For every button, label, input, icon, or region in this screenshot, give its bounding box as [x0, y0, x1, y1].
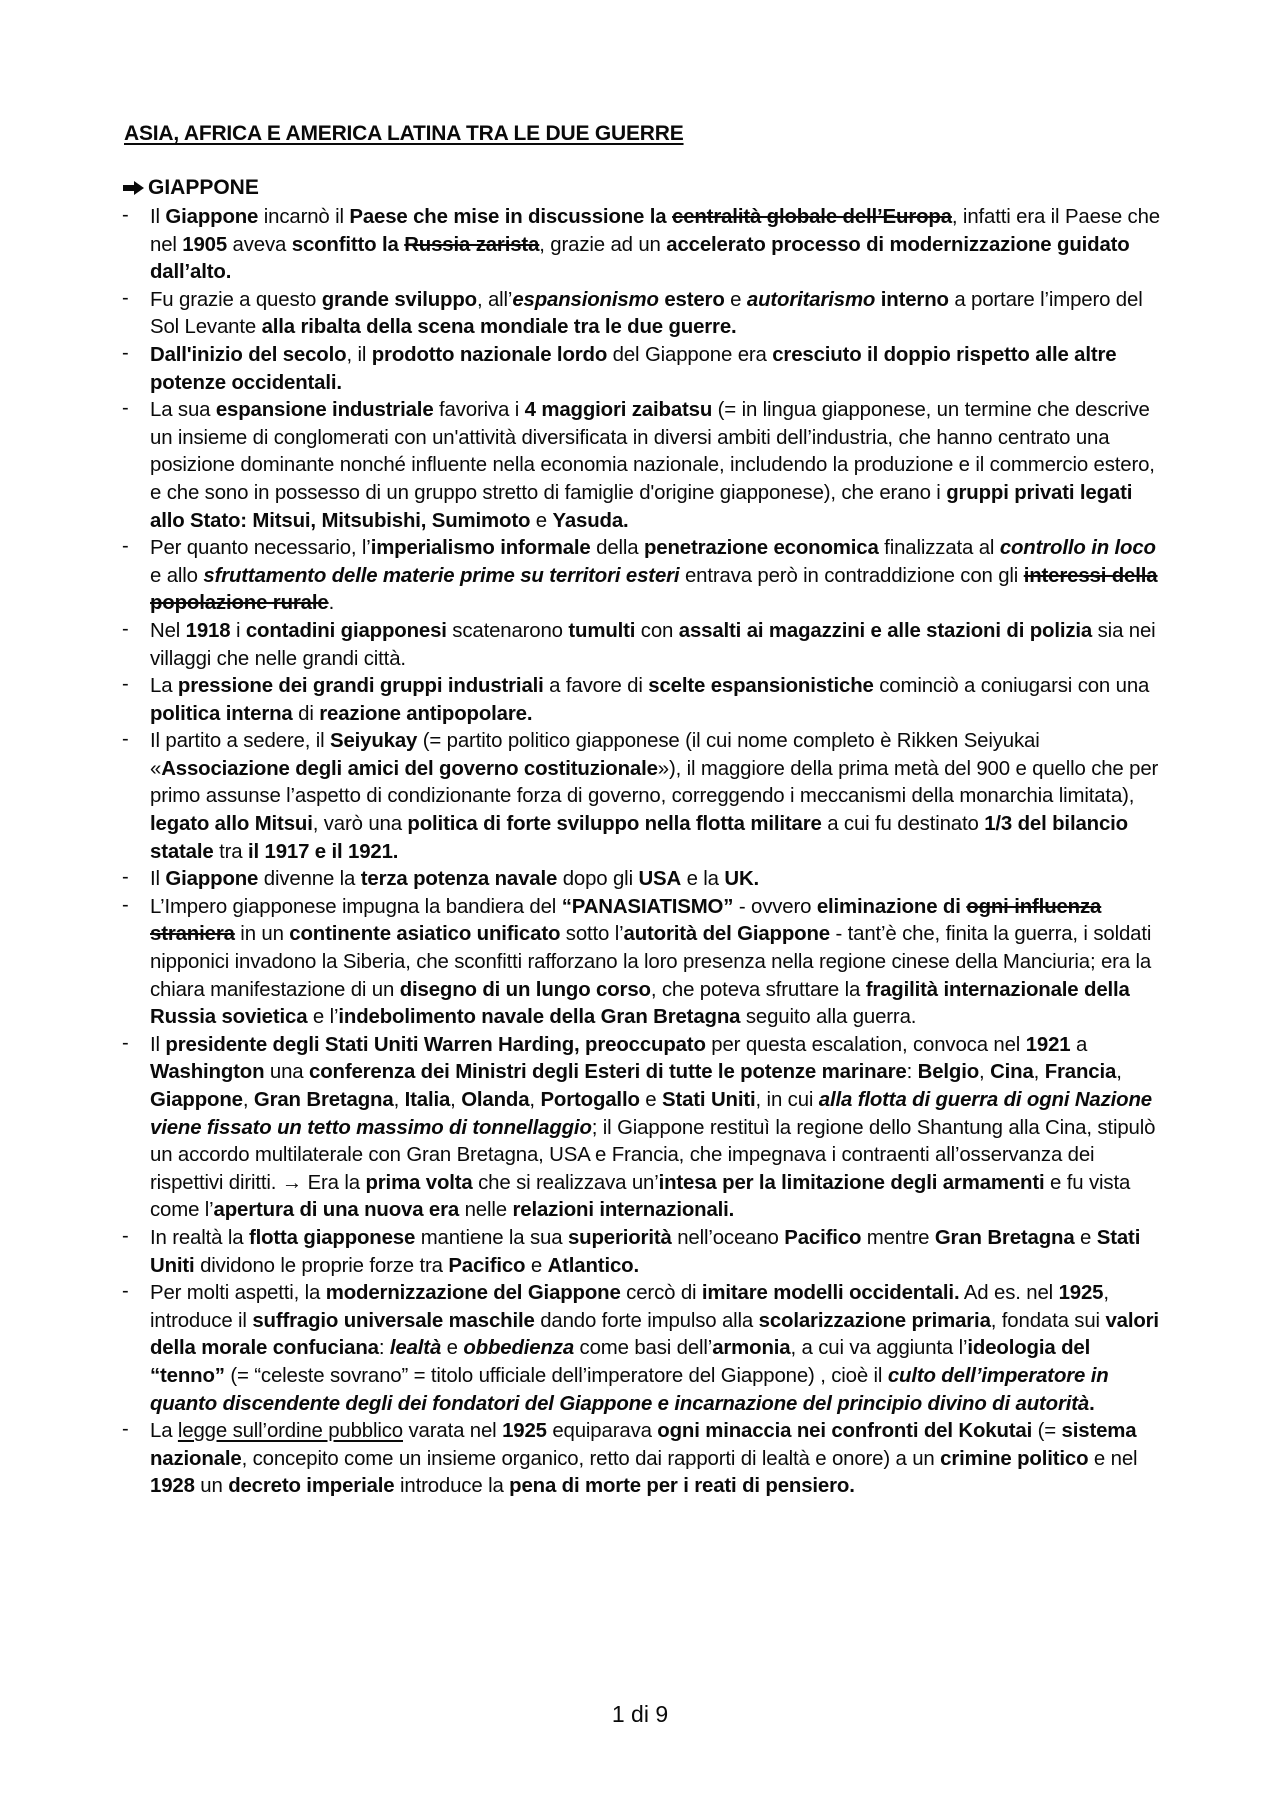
text-run: alla ribalta della scena mondiale tra le due guerre.	[261, 316, 737, 339]
page-indicator: 1 di 9	[611, 1701, 669, 1727]
text-run: Giappone	[150, 1089, 243, 1111]
text-run: “PANASIATISMO”	[561, 895, 734, 918]
text-run: favoriva i	[433, 399, 525, 422]
text-run: e	[530, 509, 553, 532]
text-run: , varò una	[312, 813, 408, 836]
text-run: Stati Uniti	[150, 1226, 1141, 1277]
text-run: Fu grazie a questo	[150, 288, 322, 311]
text-run: penetrazione economica	[644, 537, 879, 560]
text-run: Associazione degli amici del governo costituzionale	[161, 757, 658, 780]
text-run: con	[635, 619, 679, 642]
text-run: tumulti	[568, 619, 636, 642]
text-run: cresciuto il doppio rispetto alle altre potenze occidentali.	[150, 343, 1117, 394]
text-run: ogni minaccia nei confronti del Kokutai	[657, 1420, 1033, 1443]
text-run: grande sviluppo	[321, 288, 477, 311]
text-run: 1928	[150, 1475, 195, 1498]
text-run: dopo gli	[557, 868, 639, 891]
text-run: e	[724, 288, 747, 311]
text-run: mantiene la sua	[415, 1226, 568, 1249]
text-run: autoritarismo	[746, 288, 876, 311]
text-run: - tant’è che, finita la guerra, i soldati nipponici invadono la Siberia, che sconfitti rafforzano la loro presenza nella regione cinese della Manciuria; era la chiara manifestazione di un	[150, 923, 1152, 1001]
text-run: (= “celeste sovrano” = titolo ufficiale dell’imperatore del Giappone) , cioè il	[224, 1364, 888, 1387]
text-run: di	[292, 702, 320, 725]
text-run: :	[906, 1061, 918, 1084]
text-run: conferenza dei Ministri degli Esteri di tutte le potenze marinare	[309, 1061, 907, 1084]
text-run: eliminazione di	[816, 895, 967, 918]
text-run: legato allo Mitsui	[150, 813, 313, 836]
text-run: Portogallo	[540, 1089, 640, 1111]
text-run: Il partito a sedere, il	[150, 730, 331, 753]
text-run: Dall'inizio del secolo	[150, 343, 347, 366]
text-run: La	[150, 675, 178, 698]
text-run: introduce la	[394, 1475, 510, 1498]
document-title: ASIA, AFRICA E AMERICA LATINA TRA LE DUE GUERRE	[124, 122, 684, 145]
text-run: interno	[875, 288, 949, 311]
text-run: relazioni internazionali.	[512, 1199, 735, 1222]
text-run: flotta giapponese	[248, 1226, 416, 1249]
text-run: Ad es. nel	[959, 1282, 1059, 1305]
text-run: armonia	[712, 1337, 791, 1360]
text-run: sia nei villaggi che nelle grandi città.	[150, 619, 1156, 670]
text-run: equiparava	[546, 1420, 658, 1443]
text-run: (= partito politico giapponese (il cui nome completo è Rikken Seiyukai «	[150, 730, 1040, 780]
text-run: dando forte impulso alla	[534, 1309, 759, 1332]
text-run: e nel	[1088, 1447, 1138, 1470]
text-run: cominciò a coniugarsi con una	[873, 675, 1150, 698]
text-run: Italia	[404, 1089, 451, 1111]
bullet-item	[150, 535, 1160, 618]
arrow-right-icon	[122, 180, 146, 196]
text-run: Seiyukay	[330, 730, 418, 753]
text-run: Gran Bretagna	[934, 1226, 1075, 1249]
text-run: a portare l’impero del Sol Levante	[150, 288, 1143, 339]
text-run: Giappone	[165, 206, 259, 228]
text-run: disegno di un lungo corso	[399, 978, 651, 1001]
text-run: Yasuda.	[552, 509, 629, 532]
text-run: 1/3 del bilancio statale	[150, 813, 1128, 863]
bullet-item	[150, 1280, 1160, 1418]
text-run: tra	[213, 840, 248, 863]
text-run: 1925	[502, 1420, 547, 1443]
text-run: in un	[234, 923, 290, 946]
text-run: Russia zarista	[404, 233, 540, 256]
text-run: mentre	[861, 1226, 935, 1249]
text-run: nell’oceano	[671, 1226, 785, 1249]
bullet-item	[150, 673, 1160, 728]
text-run: La	[150, 1420, 178, 1443]
text-run: intesa per la limitazione degli armamenti	[658, 1171, 1045, 1194]
bullet-item	[150, 342, 1160, 397]
text-run: lealtà	[389, 1337, 442, 1360]
text-run: ,	[1116, 1061, 1122, 1084]
text-run: Giappone	[165, 868, 259, 891]
text-run: , introduce il	[150, 1282, 1109, 1332]
text-run: modernizzazione del Giappone	[325, 1282, 621, 1305]
text-run: sfruttamento delle materie prime su territori esteri	[203, 564, 680, 587]
text-run: Belgio	[917, 1061, 980, 1084]
text-run: indebolimento navale della Gran Bretagna	[338, 1006, 741, 1029]
bullet-item	[150, 397, 1160, 535]
text-run: Gran Bretagna	[253, 1089, 394, 1111]
bullet-list	[150, 204, 1160, 1501]
text-run: prima volta	[365, 1171, 473, 1194]
text-run: Atlantico.	[547, 1254, 639, 1277]
text-run: nelle	[459, 1199, 513, 1222]
text-run: pressione dei grandi gruppi industriali	[177, 675, 544, 698]
bullet-item	[150, 728, 1160, 866]
text-run: assalti ai magazzini e alle stazioni di polizia	[678, 619, 1093, 642]
text-run: 1925	[1058, 1282, 1104, 1305]
text-run: L’Impero giapponese impugna la bandiera del	[150, 895, 562, 918]
text-run: , in cui	[755, 1089, 819, 1111]
section-heading-text: GIAPPONE	[148, 176, 259, 199]
text-run: e	[639, 1089, 663, 1111]
text-run: Il	[150, 206, 166, 228]
text-run: reazione antipopolare.	[319, 702, 533, 725]
text-run: continente asiatico unificato	[289, 923, 561, 946]
text-run: varata nel	[403, 1420, 503, 1443]
text-run: (= in lingua giapponese, un termine che descrive un insieme di conglomerati con un'attività diversificata in diversi ambiti dell’industria, che hanno centrato una posizione dominante nonché influente nella economia nazionale, includendo la produzione e il commercio estero, e che sono in possesso di un gruppo stretto di famiglie d'origine giapponese), che erano i	[150, 399, 1155, 504]
text-run: presidente degli Stati Uniti Warren Harding, preoccupato	[165, 1033, 706, 1056]
text-run: e l’	[307, 1006, 339, 1029]
bullet-item	[150, 1032, 1160, 1225]
text-run: crimine politico	[940, 1447, 1089, 1470]
text-run: sotto l’	[560, 923, 624, 946]
text-run: Cina	[990, 1061, 1034, 1084]
text-run: divenne la	[258, 868, 361, 891]
text-run: estero	[658, 288, 725, 311]
text-run: »), il maggiore della prima metà del 900 e quello che per primo assunse l’aspetto di condizionante forza di governo, correggendo i meccanismi della monarchia limitata),	[150, 757, 1159, 808]
text-run: , concepito come un insieme organico, retto dai rapporti di lealtà e onore) a un	[241, 1447, 941, 1470]
text-run: (=	[1032, 1420, 1062, 1443]
text-run: Il	[150, 1033, 166, 1056]
text-run: scolarizzazione primaria	[758, 1309, 991, 1332]
text-run: e	[441, 1337, 464, 1360]
text-run: politica di forte sviluppo nella flotta militare	[407, 813, 822, 836]
text-run: fragilità internazionale della Russia sovietica	[150, 978, 1130, 1029]
text-run: , grazie ad un	[539, 233, 667, 256]
text-run: per questa escalation, convoca nel	[705, 1033, 1026, 1056]
text-run: USA	[638, 868, 682, 891]
text-run: centralità globale dell’Europa	[672, 206, 952, 228]
text-run: cercò di	[620, 1282, 702, 1305]
text-run: contadini giapponesi	[245, 619, 447, 642]
text-run: del Giappone era	[607, 343, 773, 366]
text-run: imperialismo informale	[370, 537, 591, 560]
text-run: Stati Uniti	[662, 1089, 756, 1111]
text-run: pena di morte per i reati di pensiero.	[509, 1475, 855, 1498]
text-run: , all’	[476, 288, 513, 311]
text-run: controllo in loco	[999, 537, 1156, 560]
text-run: obbedienza	[463, 1337, 575, 1360]
text-run: i	[230, 619, 246, 642]
text-run: Francia	[1044, 1061, 1117, 1084]
text-run: , il	[346, 343, 372, 366]
text-run: ,	[450, 1089, 462, 1111]
text-run: - ovvero	[733, 895, 817, 918]
text-run: della	[590, 537, 644, 560]
text-run: prodotto nazionale lordo	[371, 343, 608, 366]
text-run: sconfitto la	[291, 233, 405, 256]
bullet-item	[150, 1225, 1160, 1280]
text-run: .	[1089, 1392, 1095, 1415]
text-run: e	[1074, 1226, 1097, 1249]
text-run: 1921	[1025, 1033, 1071, 1056]
text-run: incarnò il	[258, 206, 350, 228]
bullet-item	[150, 866, 1160, 894]
text-run: culto dell’imperatore in quanto discendente degli dei fondatori del Giappone e incarnazione del principio divino di autorità	[150, 1364, 1109, 1415]
text-run: e fu vista come l’	[150, 1171, 1131, 1222]
text-run: ogni influenza straniera	[150, 895, 1102, 946]
text-run: apertura di una nuova era	[213, 1199, 460, 1222]
text-run: a	[1070, 1033, 1088, 1056]
text-run: interessi della popolazione rurale	[150, 564, 1158, 615]
text-run: ,	[529, 1089, 541, 1111]
text-run: suffragio universale maschile	[252, 1309, 535, 1332]
text-run: Per molti aspetti, la	[150, 1282, 326, 1305]
text-run: scelte espansionistiche	[648, 675, 874, 698]
text-run: valori della morale confuciana	[150, 1309, 1159, 1360]
text-run: e la	[681, 868, 725, 891]
text-run: 4 maggiori zaibatsu	[524, 399, 713, 422]
text-run: , infatti era il Paese che nel	[150, 206, 1160, 256]
text-run: accelerato processo di modernizzazione guidato dall’alto.	[150, 233, 1130, 284]
text-run: a cui fu destinato	[821, 813, 985, 836]
text-run: espansionismo	[512, 288, 659, 311]
text-run: Paese che mise in discussione la	[349, 206, 672, 228]
text-run: imitare modelli occidentali.	[701, 1282, 960, 1305]
text-run: e	[525, 1254, 548, 1277]
text-run: seguito alla guerra.	[740, 1006, 917, 1029]
text-run: , fondata sui	[990, 1309, 1106, 1332]
text-run: Per quanto necessario, l’	[150, 537, 371, 560]
text-run: espansione industriale	[215, 399, 434, 422]
bullet-item	[150, 1418, 1160, 1501]
text-run: entrava però in contraddizione con gli	[679, 564, 1024, 587]
bullet-item	[150, 894, 1160, 1032]
text-run: superiorità	[567, 1226, 672, 1249]
text-run: Il	[150, 868, 166, 891]
text-run: Washington	[150, 1061, 265, 1084]
text-run: come basi dell’	[574, 1337, 713, 1360]
text-run: ,	[242, 1089, 254, 1111]
text-run: :	[378, 1337, 390, 1360]
text-run: gruppi privati legati allo Stato: Mitsui, Mitsubishi, Sumimoto	[150, 481, 1133, 532]
text-run: La sua	[150, 399, 216, 422]
bullet-item	[150, 204, 1160, 287]
text-run: 1905	[182, 233, 228, 256]
text-run: , che poteva sfruttare la	[650, 978, 866, 1001]
text-run: In realtà la	[150, 1226, 249, 1249]
text-run: scatenarono	[446, 619, 569, 642]
text-run: terza potenza navale	[360, 868, 558, 891]
text-run: , a cui va aggiunta l’	[790, 1337, 968, 1360]
text-run: autorità del Giappone	[623, 923, 830, 946]
text-run: Pacifico	[784, 1226, 862, 1249]
text-run: che si realizzava un’	[472, 1171, 659, 1194]
text-run: dividono le proprie forze tra	[194, 1254, 449, 1277]
text-run: legge sull’ordine pubblico	[177, 1420, 403, 1443]
text-run: a favore di	[543, 675, 649, 698]
bullet-item	[150, 287, 1160, 342]
text-run: Olanda	[461, 1089, 530, 1111]
text-run: finalizzata al	[878, 537, 1000, 560]
bullet-item	[150, 618, 1160, 673]
text-run: ,	[393, 1089, 405, 1111]
text-run: ; il Giappone restituì la regione dello Shantung alla Cina, stipulò un accordo multilaterale con Gran Bretagna, USA e Francia, che impegnava i contraenti all’osservanza dei rispettivi diritti. → Era la	[150, 1116, 1156, 1194]
text-run: ,	[1033, 1061, 1045, 1084]
text-run: decreto imperiale	[228, 1475, 395, 1498]
text-run: Nel	[150, 619, 186, 642]
text-run: .	[328, 592, 335, 615]
text-run: ,	[979, 1061, 991, 1084]
section-heading	[122, 176, 259, 200]
text-run: ideologia del “tenno”	[150, 1337, 1091, 1387]
text-run: una	[264, 1061, 310, 1084]
text-run: politica interna	[150, 702, 293, 725]
text-run: il 1917 e il 1921.	[247, 840, 399, 863]
text-run: e allo	[150, 564, 204, 587]
text-run: UK.	[724, 868, 760, 891]
text-run: 1918	[185, 619, 231, 642]
text-run: sistema nazionale	[150, 1420, 1137, 1470]
text-run: alla flotta di guerra di ogni Nazione viene fissato un tetto massimo di tonnellaggio	[150, 1089, 1152, 1139]
text-run: un	[194, 1475, 229, 1498]
text-run: Pacifico	[448, 1254, 526, 1277]
text-run: aveva	[227, 233, 292, 256]
